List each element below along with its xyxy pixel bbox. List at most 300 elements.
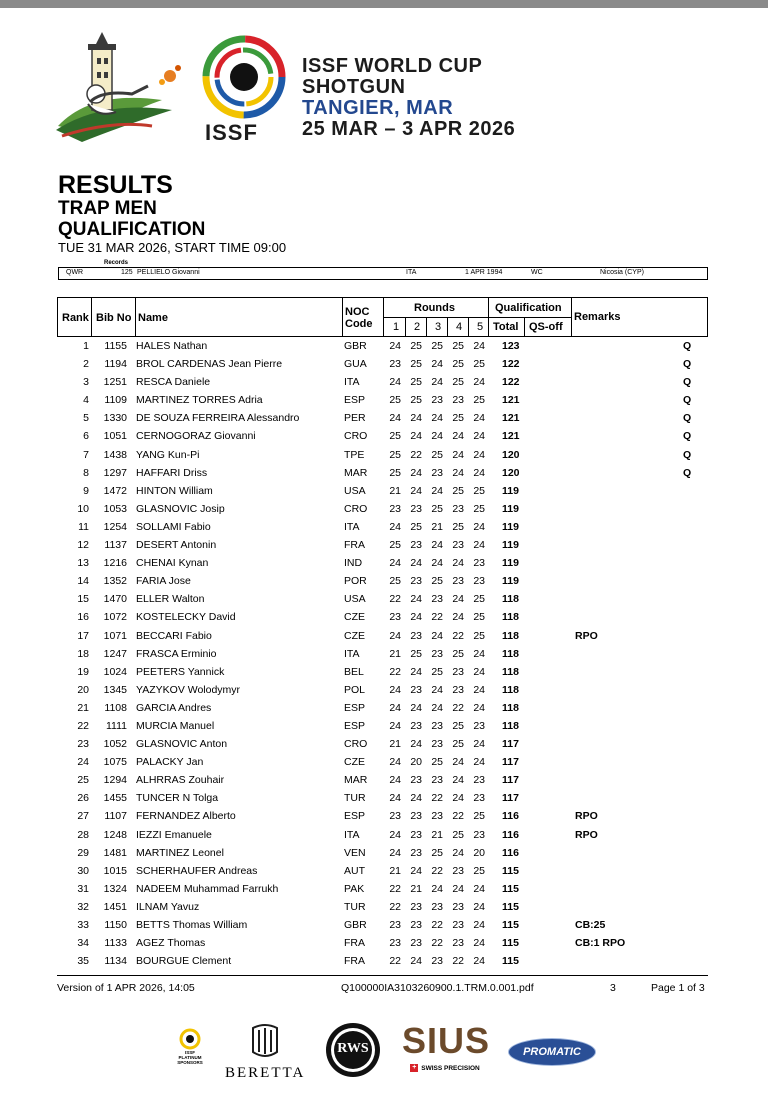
round-2-cell: 23 [410,719,422,732]
round-5-cell: 23 [473,774,485,787]
phase-name: QUALIFICATION [58,219,206,240]
total-cell: 117 [502,738,519,751]
round-5-cell: 25 [473,394,485,407]
round-2-cell: 23 [410,810,422,823]
round-2-cell: 24 [410,484,422,497]
table-row [57,482,708,500]
rank-cell: 24 [77,756,89,769]
bib-cell: 1051 [103,430,127,443]
round-5-cell: 24 [473,448,485,461]
bib-cell: 1247 [103,647,127,660]
name-cell: GLASNOVIC Josip [136,502,225,515]
round-4-cell: 23 [452,502,464,515]
rank-cell: 35 [77,955,89,968]
bib-cell: 1075 [103,756,127,769]
round-2-cell: 23 [410,828,422,841]
round-5-cell: 25 [473,810,485,823]
remark-cell: CB:25 [575,919,606,931]
table-row [57,554,708,572]
round-3-cell: 24 [431,376,443,389]
table-row [57,627,708,645]
total-cell: 115 [502,900,519,913]
bib-cell: 1345 [103,683,127,696]
round-3-cell: 24 [431,539,443,552]
rank-cell: 21 [77,701,89,714]
record-holder: PELLIELO Giovanni [137,269,200,276]
round-1-cell: 22 [389,593,401,606]
round-2-cell: 23 [410,629,422,642]
sponsor-issf-line2: PLATINUM [178,1055,202,1060]
round-4-cell: 25 [452,738,464,751]
noc-cell: GBR [344,340,367,352]
footer-page: Page 1 of 3 [651,982,705,994]
header-rank: Rank [62,312,89,324]
noc-cell: GUA [344,358,367,371]
round-4-cell: 23 [452,539,464,552]
header-code: Code [345,318,373,330]
total-cell: 122 [502,358,520,371]
name-cell: SOLLAMI Fabio [136,520,211,533]
name-cell: CHENAI Kynan [136,557,209,570]
header-rounds: Rounds [414,302,455,314]
round-3-cell: 22 [431,611,443,624]
record-type: QWR [66,269,84,276]
round-3-cell: 23 [431,647,443,660]
name-cell: GLASNOVIC Anton [136,738,228,751]
table-row [57,590,708,608]
round-2-cell: 21 [410,882,422,895]
bib-cell: 1053 [103,502,127,515]
round-2-cell: 24 [410,611,422,624]
table-row [57,753,708,771]
round-3-cell: 22 [431,864,443,877]
round-5-cell: 23 [473,828,485,841]
total-cell: 119 [502,539,519,552]
name-cell: YANG Kun-Pi [136,448,200,461]
sius-tagline: SWISS PRECISION [421,1064,480,1072]
name-cell: FERNANDEZ Alberto [136,810,236,823]
round-2-cell: 24 [410,412,422,425]
sponsor-issf-line1: ISSF [184,1050,195,1055]
header-bib: Bib No [96,312,132,324]
round-4-cell: 22 [452,955,464,968]
noc-cell: POR [344,575,367,588]
round-3-cell: 23 [431,738,443,751]
table-row [57,717,708,735]
noc-cell: ESP [344,810,366,823]
table-row [57,771,708,789]
rank-cell: 5 [83,412,89,425]
bib-cell: 1155 [104,340,127,352]
total-cell: 119 [502,520,519,533]
header-name: Name [138,312,168,324]
qualified-cell: Q [683,376,692,389]
round-4-cell: 22 [452,810,464,823]
round-3-cell: 22 [431,937,443,950]
rank-cell: 3 [83,376,89,389]
round-5-cell: 24 [473,882,485,895]
round-1-cell: 24 [389,756,401,769]
table-row [57,427,708,445]
round-1-cell: 24 [389,376,401,389]
header-round-3: 3 [435,321,442,333]
bib-cell: 1294 [103,774,127,787]
noc-cell: MAR [344,774,368,787]
sponsor-issf-line3: SPONSORS [177,1060,203,1065]
rank-cell: 32 [77,900,89,913]
qualified-cell: Q [683,448,692,461]
qualified-cell: Q [683,466,692,479]
round-4-cell: 24 [452,792,464,805]
round-1-cell: 22 [389,882,401,895]
round-3-cell: 24 [431,557,443,570]
name-cell: FARIA Jose [136,575,191,588]
round-2-cell: 25 [410,647,422,660]
round-3-cell: 25 [431,575,443,588]
round-5-cell: 24 [473,430,485,443]
record-place: Nicosia (CYP) [600,269,644,276]
round-5-cell: 20 [473,846,485,859]
round-3-cell: 24 [431,484,443,497]
rank-cell: 29 [77,846,89,859]
round-1-cell: 22 [389,900,401,913]
rws-wordmark: RWS [337,1041,369,1056]
round-1-cell: 24 [389,520,401,533]
rank-cell: 28 [77,828,89,841]
round-4-cell: 23 [452,665,464,678]
header-round-4: 4 [456,321,463,333]
round-1-cell: 23 [389,937,401,950]
bib-cell: 1438 [103,448,127,461]
round-2-cell: 23 [410,575,422,588]
round-2-cell: 23 [410,539,422,552]
rank-cell: 9 [83,484,89,497]
total-cell: 120 [502,466,520,479]
round-5-cell: 25 [473,611,485,624]
round-2-cell: 20 [410,756,422,769]
beretta-wordmark: BERETTA [225,1065,306,1081]
table-row [57,518,708,536]
noc-cell: CZE [344,611,365,624]
bib-cell: 1330 [103,412,127,425]
round-1-cell: 24 [389,701,401,714]
total-cell: 115 [502,937,519,950]
bib-cell: 1251 [103,376,127,389]
issf-wordmark: ISSF [205,120,258,145]
rank-cell: 31 [77,882,89,895]
issf-target-logo [196,34,292,120]
round-2-cell: 24 [410,557,422,570]
round-1-cell: 25 [389,466,401,479]
bib-cell: 1137 [104,539,127,552]
round-2-cell: 24 [410,593,422,606]
round-4-cell: 24 [452,882,464,895]
round-4-cell: 25 [452,340,464,352]
round-3-cell: 23 [431,810,443,823]
bib-cell: 1150 [104,919,127,931]
name-cell: PEETERS Yannick [136,665,225,678]
issf-mini-target-icon [179,1028,201,1050]
name-cell: DESERT Antonin [136,539,217,552]
round-1-cell: 24 [389,719,401,732]
total-cell: 121 [502,412,520,425]
bib-cell: 1024 [103,665,127,678]
round-2-cell: 23 [410,937,422,950]
total-cell: 118 [502,611,519,624]
header-qualification: Qualification [495,302,562,314]
noc-cell: ITA [344,647,360,660]
round-1-cell: 25 [389,448,401,461]
event-name: TRAP MEN [58,198,157,219]
round-1-cell: 24 [389,557,401,570]
noc-cell: GBR [344,919,367,931]
name-cell: PALACKY Jan [136,756,204,769]
bib-cell: 1108 [104,701,127,714]
noc-cell: ITA [344,520,360,533]
noc-cell: CRO [344,430,368,443]
round-5-cell: 24 [473,937,485,950]
round-5-cell: 23 [473,792,485,805]
bib-cell: 1107 [104,810,127,823]
total-cell: 119 [502,484,519,497]
name-cell: BECCARI Fabio [136,629,212,642]
round-2-cell: 24 [410,738,422,751]
round-4-cell: 24 [452,611,464,624]
noc-cell: AUT [344,864,365,877]
round-2-cell: 23 [410,919,422,931]
noc-cell: VEN [344,846,366,859]
bib-cell: 1248 [103,828,127,841]
total-cell: 118 [502,701,519,714]
rank-cell: 17 [77,629,89,642]
table-row [57,663,708,681]
rank-cell: 6 [83,430,89,443]
header-total: Total [493,321,519,333]
total-cell: 119 [502,557,519,570]
table-row [57,699,708,717]
round-1-cell: 24 [389,340,401,352]
bib-cell: 1109 [104,394,127,407]
name-cell: HINTON William [136,484,213,497]
noc-cell: CZE [344,629,365,642]
noc-cell: ESP [344,719,366,732]
qualified-cell: Q [683,394,692,407]
tangier-city-logo [52,30,192,148]
name-cell: MURCIA Manuel [136,719,215,732]
round-5-cell: 24 [473,376,485,389]
round-1-cell: 21 [389,864,401,877]
table-row [57,608,708,626]
rank-cell: 11 [78,520,89,533]
round-1-cell: 24 [389,629,401,642]
round-2-cell: 24 [410,665,422,678]
promatic-wordmark: PROMATIC [508,1038,596,1066]
noc-cell: PER [344,412,366,425]
rank-cell: 33 [77,919,89,931]
bib-cell: 1297 [103,466,127,479]
qualified-cell: Q [683,340,692,352]
header-qsoff: QS-off [529,321,563,333]
round-2-cell: 25 [410,340,422,352]
name-cell: HAFFARI Driss [136,466,208,479]
round-3-cell: 25 [431,448,443,461]
round-5-cell: 24 [473,539,485,552]
table-row [57,862,708,880]
table-row [57,337,708,355]
round-5-cell: 24 [473,412,485,425]
round-5-cell: 24 [473,665,485,678]
footer-file: Q100000IA3103260900.1.TRM.0.001.pdf [341,982,534,994]
name-cell: FRASCA Erminio [136,647,217,660]
round-4-cell: 24 [452,593,464,606]
rank-cell: 23 [77,738,89,751]
total-cell: 121 [502,430,520,443]
round-5-cell: 24 [473,756,485,769]
bib-cell: 1134 [104,955,127,968]
start-time: TUE 31 MAR 2026, START TIME 09:00 [58,240,287,255]
round-4-cell: 22 [452,629,464,642]
round-2-cell: 24 [410,792,422,805]
rank-cell: 18 [77,647,89,660]
noc-cell: USA [344,593,366,606]
total-cell: 116 [502,846,519,859]
table-row [57,409,708,427]
round-3-cell: 25 [431,846,443,859]
round-5-cell: 25 [473,484,485,497]
round-1-cell: 23 [389,502,401,515]
bib-cell: 1072 [103,611,127,624]
round-5-cell: 24 [473,466,485,479]
sius-wordmark: SIUS [402,1020,491,1061]
round-1-cell: 21 [389,484,401,497]
round-1-cell: 21 [389,647,401,660]
round-4-cell: 24 [452,846,464,859]
table-row [57,500,708,518]
noc-cell: ITA [344,376,360,389]
bib-cell: 1254 [103,520,127,533]
footer-divider [57,975,708,976]
total-cell: 121 [502,394,520,407]
table-row [57,464,708,482]
record-score: 125 [121,269,133,276]
records-box [58,267,708,280]
round-3-cell: 23 [431,774,443,787]
results-title: RESULTS [58,171,173,199]
bib-cell: 1451 [103,900,127,913]
round-5-cell: 25 [473,864,485,877]
total-cell: 123 [502,340,520,352]
header-round-5: 5 [477,321,484,333]
name-cell: BROL CARDENAS Jean Pierre [136,358,283,371]
remark-cell: RPO [575,629,598,642]
total-cell: 118 [502,719,519,732]
table-row [57,536,708,554]
round-3-cell: 21 [431,520,443,533]
bib-cell: 1015 [103,864,127,877]
round-5-cell: 24 [473,701,485,714]
top-bar [0,0,768,8]
total-cell: 117 [502,774,519,787]
noc-cell: FRA [344,955,365,968]
rank-cell: 8 [83,466,89,479]
round-1-cell: 22 [389,955,401,968]
table-row [57,807,708,825]
table-row [57,844,708,862]
round-3-cell: 24 [431,412,443,425]
round-5-cell: 24 [473,738,485,751]
rank-cell: 4 [83,394,89,407]
rank-cell: 12 [77,539,89,552]
table-body [57,337,708,970]
round-4-cell: 22 [452,701,464,714]
total-cell: 119 [502,575,519,588]
round-4-cell: 25 [452,719,464,732]
table-row [57,789,708,807]
round-3-cell: 25 [431,502,443,515]
round-2-cell: 24 [410,701,422,714]
total-cell: 115 [502,919,519,931]
bib-cell: 1352 [103,575,127,588]
round-4-cell: 25 [452,484,464,497]
total-cell: 118 [502,629,519,642]
round-4-cell: 23 [452,394,464,407]
round-3-cell: 23 [431,955,443,968]
round-3-cell: 25 [431,665,443,678]
bib-cell: 1481 [103,846,127,859]
round-2-cell: 25 [410,358,422,371]
name-cell: BOURGUE Clement [136,955,232,968]
round-3-cell: 24 [431,882,443,895]
rank-cell: 15 [77,593,89,606]
round-1-cell: 24 [389,846,401,859]
table-row [57,391,708,409]
bib-cell: 1472 [103,484,127,497]
total-cell: 120 [502,448,520,461]
round-5-cell: 24 [473,520,485,533]
bib-cell: 1071 [103,629,127,642]
round-4-cell: 23 [452,937,464,950]
table-row [57,373,708,391]
total-cell: 116 [502,810,519,823]
round-3-cell: 24 [431,358,443,371]
table-row [57,952,708,970]
noc-cell: TPE [344,448,365,461]
round-1-cell: 23 [389,358,401,371]
noc-cell: FRA [344,937,365,950]
round-5-cell: 25 [473,358,485,371]
table-row [57,645,708,663]
table-row [57,826,708,844]
round-3-cell: 25 [431,340,443,352]
round-3-cell: 25 [431,756,443,769]
noc-cell: ITA [344,828,360,841]
round-4-cell: 25 [452,412,464,425]
total-cell: 115 [502,882,519,895]
name-cell: TUNCER N Tolga [136,792,219,805]
name-cell: AGEZ Thomas [136,937,206,950]
round-4-cell: 25 [452,647,464,660]
rank-cell: 13 [77,557,89,570]
round-2-cell: 23 [410,502,422,515]
rank-cell: 34 [77,937,89,950]
round-3-cell: 23 [431,593,443,606]
table-row [57,681,708,699]
noc-cell: CRO [344,502,368,515]
rank-cell: 27 [77,810,89,823]
footer-version: Version of 1 APR 2026, 14:05 [57,982,195,994]
bib-cell: 1133 [104,937,127,950]
total-cell: 117 [502,792,519,805]
